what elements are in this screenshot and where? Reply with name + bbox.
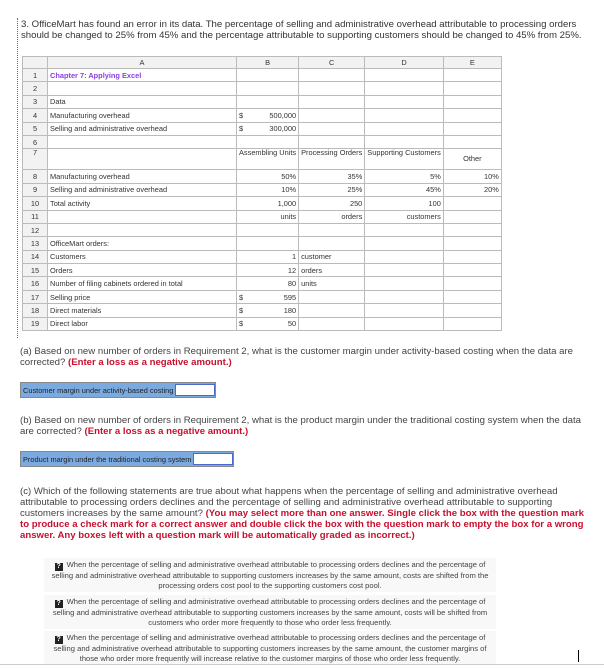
question-c bbox=[20, 486, 585, 541]
sheet-row bbox=[23, 290, 502, 303]
question-marker bbox=[17, 18, 18, 338]
sheet-row bbox=[23, 69, 502, 82]
cell-value: Number of filing cabinets ordered in total bbox=[50, 279, 183, 289]
cell-d5[interactable] bbox=[365, 122, 444, 135]
question-b-note: (Enter a loss as a negative amount.) bbox=[84, 426, 249, 437]
cell-c1[interactable] bbox=[299, 69, 365, 82]
cell-value: Direct labor bbox=[50, 319, 88, 329]
cell-b18[interactable] bbox=[237, 304, 299, 317]
cell-b3[interactable] bbox=[237, 95, 299, 108]
row-number: 12 bbox=[23, 223, 48, 236]
currency-symbol: $ bbox=[239, 319, 244, 329]
cell-c6[interactable] bbox=[299, 135, 365, 148]
sheet-row bbox=[23, 197, 502, 210]
currency-symbol: $ bbox=[239, 124, 244, 134]
cell-value: Other bbox=[463, 154, 482, 164]
cell-e2[interactable] bbox=[443, 82, 501, 95]
cell-d19[interactable] bbox=[365, 317, 444, 330]
row-number: 11 bbox=[23, 210, 48, 223]
cell-b11[interactable] bbox=[237, 210, 299, 223]
cell-d1[interactable] bbox=[365, 69, 444, 82]
sheet-row bbox=[23, 277, 502, 290]
cell-c10[interactable] bbox=[299, 197, 365, 210]
column-header: D bbox=[365, 57, 444, 69]
sheet-row bbox=[23, 122, 502, 135]
option-text: When the percentage of selling and administrative overhead attributable to processing orders declines and the percentage of selling and administrative overhead attributable to supporting customers increases by the same amount, the customer margins of those who order more frequently will increase relative to the customer margins of those who order less frequently. bbox=[53, 633, 487, 663]
cell-value: 300,000 bbox=[269, 124, 297, 134]
cell-d13[interactable] bbox=[365, 237, 444, 250]
cell-d2[interactable] bbox=[365, 82, 444, 95]
option-text: When the percentage of selling and administrative overhead attributable to processing orders declines and the percentage of selling and administrative overhead attributable to supporting customers increases by the same amount, costs will be shifted from customers who order more frequently to those who order less frequently. bbox=[52, 597, 488, 627]
cell-e12[interactable] bbox=[443, 223, 501, 236]
cell-a17[interactable] bbox=[48, 290, 237, 303]
cell-value: Orders bbox=[50, 265, 73, 275]
cell-e7[interactable] bbox=[443, 149, 501, 170]
cell-d12[interactable] bbox=[365, 223, 444, 236]
cell-e11[interactable] bbox=[443, 210, 501, 223]
option-2[interactable] bbox=[44, 595, 496, 629]
cell-value: 180 bbox=[283, 305, 297, 315]
column-header: E bbox=[443, 57, 501, 69]
cell-c2[interactable] bbox=[299, 82, 365, 95]
cell-c12[interactable] bbox=[299, 223, 365, 236]
cell-value: 80 bbox=[287, 279, 297, 289]
cell-d16[interactable] bbox=[365, 277, 444, 290]
column-header: A bbox=[48, 57, 237, 69]
cell-d18[interactable] bbox=[365, 304, 444, 317]
row-number: 10 bbox=[23, 197, 48, 210]
cell-a1[interactable] bbox=[48, 69, 237, 82]
cell-c16[interactable] bbox=[299, 277, 365, 290]
cell-c13[interactable] bbox=[299, 237, 365, 250]
question-mark-checkbox[interactable]: ? bbox=[56, 600, 61, 607]
cell-b2[interactable] bbox=[237, 82, 299, 95]
cell-d7[interactable] bbox=[365, 149, 444, 170]
answer-a-row bbox=[20, 382, 216, 398]
option-1[interactable] bbox=[44, 558, 496, 592]
cell-value: Data bbox=[50, 97, 66, 107]
cell-e19[interactable] bbox=[443, 317, 501, 330]
cell-e1[interactable] bbox=[443, 69, 501, 82]
cell-value: Selling and administrative overhead bbox=[50, 185, 168, 195]
spreadsheet bbox=[22, 56, 502, 331]
cell-d4[interactable] bbox=[365, 109, 444, 122]
row-number: 8 bbox=[23, 170, 48, 183]
cell-value: Processing Orders bbox=[301, 148, 363, 158]
cell-a10[interactable] bbox=[48, 197, 237, 210]
cell-e18[interactable] bbox=[443, 304, 501, 317]
question-b-text: (b) Based on new number of orders in Requirement 2, what is the product margin under the traditional costing system when the data are corrected? bbox=[20, 415, 582, 437]
question-c-text: (c) Which of the following statements are true about what happens when the percentage of selling and administrative overhead attributable to processing orders declines and the percentage of selling and administrative overhead attributable to supporting customers increases by the same amount? bbox=[20, 486, 558, 519]
cell-a4[interactable] bbox=[48, 109, 237, 122]
cell-value: 5% bbox=[430, 172, 441, 182]
column-header: B bbox=[237, 57, 299, 69]
option-3[interactable] bbox=[44, 631, 496, 665]
cell-value: Direct materials bbox=[50, 305, 102, 315]
question-c-note: (You may select more than one answer. Single click the box with the question mark to produce a check mark for a correct answer and double click the box with the question mark to empty the box for a wrong answer. Any boxes left with a question mark will be automatically graded as incorrect.) bbox=[20, 508, 584, 541]
cell-c3[interactable] bbox=[299, 95, 365, 108]
cell-e6[interactable] bbox=[443, 135, 501, 148]
cell-a12[interactable] bbox=[48, 223, 237, 236]
sheet-row bbox=[23, 250, 502, 263]
cell-a3[interactable] bbox=[48, 95, 237, 108]
cell-value: 25% bbox=[347, 185, 363, 195]
cell-c14[interactable] bbox=[299, 250, 365, 263]
cell-a8[interactable] bbox=[48, 170, 237, 183]
cell-e13[interactable] bbox=[443, 237, 501, 250]
cell-c8[interactable] bbox=[299, 170, 365, 183]
cell-b8[interactable] bbox=[237, 170, 299, 183]
cell-c15[interactable] bbox=[299, 264, 365, 277]
cell-b5[interactable] bbox=[237, 122, 299, 135]
cell-d8[interactable] bbox=[365, 170, 444, 183]
cell-b13[interactable] bbox=[237, 237, 299, 250]
cell-value: 100 bbox=[428, 198, 441, 208]
answer-b-row bbox=[20, 451, 234, 467]
cell-a11[interactable] bbox=[48, 210, 237, 223]
cell-b6[interactable] bbox=[237, 135, 299, 148]
cell-a18[interactable] bbox=[48, 304, 237, 317]
cell-c7[interactable] bbox=[299, 149, 365, 170]
text-cursor bbox=[578, 650, 579, 662]
cell-d6[interactable] bbox=[365, 135, 444, 148]
cell-c11[interactable] bbox=[299, 210, 365, 223]
cell-value: Total activity bbox=[50, 198, 91, 208]
cell-value: units bbox=[280, 212, 297, 222]
row-number: 6 bbox=[23, 135, 48, 148]
column-headers bbox=[23, 57, 502, 69]
cell-value: 35% bbox=[347, 172, 363, 182]
cell-a13[interactable] bbox=[48, 237, 237, 250]
cell-c18[interactable] bbox=[299, 304, 365, 317]
cell-e9[interactable] bbox=[443, 183, 501, 196]
cell-e3[interactable] bbox=[443, 95, 501, 108]
currency-symbol: $ bbox=[239, 292, 244, 302]
currency-symbol: $ bbox=[239, 110, 244, 120]
cell-a14[interactable] bbox=[48, 250, 237, 263]
cell-d15[interactable] bbox=[365, 264, 444, 277]
cell-value: orders bbox=[301, 265, 323, 275]
column-header: C bbox=[299, 57, 365, 69]
cell-b1[interactable] bbox=[237, 69, 299, 82]
cell-value: Customers bbox=[50, 252, 86, 262]
cell-value: Manufacturing overhead bbox=[50, 172, 130, 182]
cell-b14[interactable] bbox=[237, 250, 299, 263]
cell-a19[interactable] bbox=[48, 317, 237, 330]
cell-a7[interactable] bbox=[48, 149, 237, 170]
cell-value: Selling and administrative overhead bbox=[50, 124, 168, 134]
cell-d10[interactable] bbox=[365, 197, 444, 210]
row-number: 1 bbox=[23, 69, 48, 82]
row-number: 5 bbox=[23, 122, 48, 135]
cell-value: 1 bbox=[291, 252, 297, 262]
question-a-text: (a) Based on new number of orders in Requirement 2, what is the customer margin under activity-based costing when the data are corrected? bbox=[20, 346, 573, 368]
cell-value: 50% bbox=[281, 172, 297, 182]
sheet-row bbox=[23, 264, 502, 277]
cell-b16[interactable] bbox=[237, 277, 299, 290]
row-number: 4 bbox=[23, 109, 48, 122]
cell-b9[interactable] bbox=[237, 183, 299, 196]
sheet-row bbox=[23, 109, 502, 122]
cell-value: Selling price bbox=[50, 292, 91, 302]
sheet-row bbox=[23, 183, 502, 196]
cell-value: customers bbox=[406, 212, 441, 222]
cell-b19[interactable] bbox=[237, 317, 299, 330]
cell-a16[interactable] bbox=[48, 277, 237, 290]
cell-c4[interactable] bbox=[299, 109, 365, 122]
cell-b15[interactable] bbox=[237, 264, 299, 277]
sheet-row bbox=[23, 170, 502, 183]
corner-cell bbox=[23, 57, 48, 69]
row-number: 2 bbox=[23, 82, 48, 95]
cell-e14[interactable] bbox=[443, 250, 501, 263]
sheet-row bbox=[23, 223, 502, 236]
cell-e17[interactable] bbox=[443, 290, 501, 303]
row-number: 15 bbox=[23, 264, 48, 277]
cell-c19[interactable] bbox=[299, 317, 365, 330]
cell-value: Chapter 7: Applying Excel bbox=[50, 70, 142, 80]
cell-e5[interactable] bbox=[443, 122, 501, 135]
cell-value: 595 bbox=[283, 292, 297, 302]
cell-value: Supporting Customers bbox=[367, 148, 441, 158]
question-a bbox=[20, 346, 585, 368]
question-a-note: (Enter a loss as a negative amount.) bbox=[68, 357, 232, 368]
sheet-row bbox=[23, 237, 502, 250]
sheet-row bbox=[23, 95, 502, 108]
cell-e15[interactable] bbox=[443, 264, 501, 277]
row-number: 14 bbox=[23, 250, 48, 263]
answer-b-label: Product margin under the traditional costing system bbox=[23, 454, 192, 464]
cell-a9[interactable] bbox=[48, 183, 237, 196]
cell-value: customer bbox=[301, 252, 332, 262]
question-intro: 3. OfficeMart has found an error in its data. The percentage of selling and administrative overhead attributable to processing orders should be changed to 25% from 45% and the percentage attributable to supporting customers should be changed to 45% from 25%. bbox=[21, 19, 582, 41]
cell-value: 500,000 bbox=[269, 110, 297, 120]
row-number: 3 bbox=[23, 95, 48, 108]
row-number: 9 bbox=[23, 183, 48, 196]
cell-e4[interactable] bbox=[443, 109, 501, 122]
cell-value: 45% bbox=[426, 185, 441, 195]
cell-value: 50 bbox=[287, 319, 297, 329]
cell-b4[interactable] bbox=[237, 109, 299, 122]
cell-d3[interactable] bbox=[365, 95, 444, 108]
cell-d11[interactable] bbox=[365, 210, 444, 223]
cell-value: Assembling Units bbox=[239, 148, 297, 158]
cell-c17[interactable] bbox=[299, 290, 365, 303]
cell-b7[interactable] bbox=[237, 149, 299, 170]
question-mark-checkbox[interactable]: ? bbox=[56, 563, 61, 570]
row-number: 13 bbox=[23, 237, 48, 250]
cell-b17[interactable] bbox=[237, 290, 299, 303]
row-number: 17 bbox=[23, 290, 48, 303]
sheet-row bbox=[23, 210, 502, 223]
answer-a-label: Customer margin under activity-based costing bbox=[23, 385, 174, 395]
row-number: 16 bbox=[23, 277, 48, 290]
cell-value: 12 bbox=[287, 265, 297, 275]
cell-e16[interactable] bbox=[443, 277, 501, 290]
option-text: When the percentage of selling and administrative overhead attributable to processing orders declines and the percentage of selling and administrative overhead attributable to supporting customers increases by the same amount, costs are shifted from the processing orders cost pool to the supporting customers cost pool. bbox=[51, 560, 489, 590]
cell-c9[interactable] bbox=[299, 183, 365, 196]
sheet-row bbox=[23, 304, 502, 317]
sheet-row bbox=[23, 82, 502, 95]
cell-a5[interactable] bbox=[48, 122, 237, 135]
question-b bbox=[20, 415, 585, 437]
row-number: 19 bbox=[23, 317, 48, 330]
cell-d9[interactable] bbox=[365, 183, 444, 196]
sheet-row bbox=[23, 149, 502, 170]
cell-b10[interactable] bbox=[237, 197, 299, 210]
cell-value: 250 bbox=[349, 198, 363, 208]
cell-value: units bbox=[301, 279, 317, 289]
cell-value: orders bbox=[341, 212, 363, 222]
sheet-row bbox=[23, 135, 502, 148]
cell-e10[interactable] bbox=[443, 197, 501, 210]
cell-value: 20% bbox=[484, 185, 499, 195]
currency-symbol: $ bbox=[239, 305, 244, 315]
cell-value: Manufacturing overhead bbox=[50, 110, 130, 120]
cell-a2[interactable] bbox=[48, 82, 237, 95]
divider bbox=[0, 664, 604, 665]
cell-d14[interactable] bbox=[365, 250, 444, 263]
cell-a15[interactable] bbox=[48, 264, 237, 277]
cell-value: 10% bbox=[484, 172, 499, 182]
cell-value: 1,000 bbox=[277, 198, 297, 208]
row-number: 18 bbox=[23, 304, 48, 317]
cell-a6[interactable] bbox=[48, 135, 237, 148]
question-mark-checkbox[interactable]: ? bbox=[56, 636, 61, 643]
customer-margin-input[interactable] bbox=[175, 384, 215, 396]
cell-value: OfficeMart orders: bbox=[50, 238, 110, 248]
product-margin-input[interactable] bbox=[193, 453, 233, 465]
row-number: 7 bbox=[23, 149, 48, 170]
cell-c5[interactable] bbox=[299, 122, 365, 135]
cell-e8[interactable] bbox=[443, 170, 501, 183]
cell-b12[interactable] bbox=[237, 223, 299, 236]
cell-d17[interactable] bbox=[365, 290, 444, 303]
cell-value: 10% bbox=[281, 185, 297, 195]
sheet-row bbox=[23, 317, 502, 330]
